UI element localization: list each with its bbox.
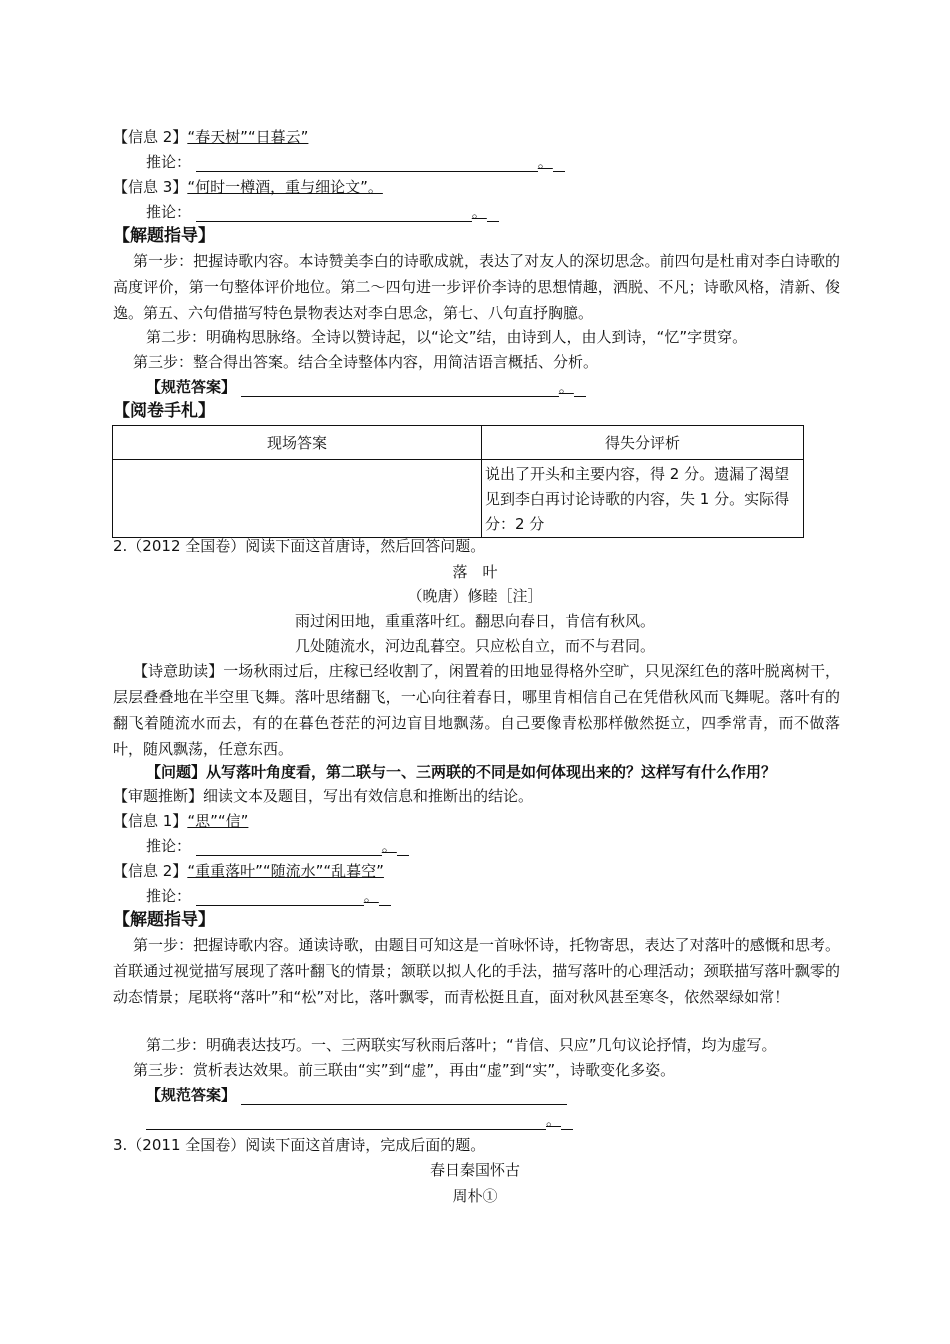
blank-tail <box>553 155 565 172</box>
poem-line: 几处随流水，河边乱暮空。只应松自立，而不与君同。 <box>294 637 655 655</box>
blank-tail <box>561 1113 573 1130</box>
question-intro: 3.（2011 全国卷）阅读下面这首唐诗，完成后面的题。 <box>113 1136 486 1154</box>
answer-label: 【规范答案】 <box>146 1086 237 1104</box>
info2-line <box>113 861 384 881</box>
period: 。 <box>363 887 379 905</box>
inference-label: 推论： <box>146 887 192 905</box>
standard-answer-line <box>146 377 586 397</box>
guide-step2: 第二步：明确构思脉络。全诗以赞诗起，以“论文”结，由诗到人，由人到诗，“忆”字贯穿。 <box>146 328 748 346</box>
inference-line <box>146 152 565 172</box>
aid-label: 【诗意助读】 <box>133 662 224 680</box>
info-label: 【信息 2】 <box>113 862 188 880</box>
answer-blank[interactable] <box>196 205 472 222</box>
table-header: 现场答案 <box>113 426 482 460</box>
table-cell <box>113 460 482 538</box>
answer-label: 【规范答案】 <box>146 378 237 396</box>
standard-answer-line <box>146 1085 567 1105</box>
answer-blank[interactable] <box>241 380 559 397</box>
info1-line <box>113 811 248 831</box>
info-label: 【信息 2】 <box>113 128 188 146</box>
blank-tail <box>487 205 499 222</box>
info-text: “重重落叶”“随流水”“乱暮空” <box>187 862 384 880</box>
inference-label: 推论： <box>146 837 192 855</box>
analysis-label: 【审题推断】 <box>113 787 204 805</box>
analysis-line <box>113 786 533 806</box>
period: 。 <box>471 203 487 221</box>
inference-line <box>146 886 391 906</box>
section-heading: 【解题指导】 <box>113 226 215 246</box>
info-label: 【信息 3】 <box>113 178 188 196</box>
answer-blank[interactable] <box>196 889 364 906</box>
question-text: 【问题】从写落叶角度看，第二联与一、三两联的不同是如何体现出来的？这样写有什么作用？ <box>146 763 777 781</box>
period: 。 <box>558 378 574 396</box>
blank-tail <box>397 839 409 856</box>
answer-continuation-line <box>146 1110 573 1130</box>
inference-label: 推论： <box>146 203 192 221</box>
inference-label: 推论： <box>146 153 192 171</box>
table-cell: 说出了开头和主要内容，得 2 分。遗漏了渴望见到李白再讨论诗歌的内容，失 1 分。实际得分：2 分 <box>482 460 804 538</box>
grading-table <box>112 425 804 538</box>
info-label: 【信息 1】 <box>113 812 188 830</box>
inference-line <box>146 836 409 856</box>
info-text: “何时一樽酒，重与细论文”。 <box>187 178 383 196</box>
guide-step3: 第三步：赏析表达效果。前三联由“实”到“虚”，再由“虚”到“实”，诗歌变化多姿。 <box>133 1061 676 1079</box>
poem-author: 周朴① <box>452 1187 498 1205</box>
poem-title: 落 叶 <box>452 563 498 581</box>
answer-blank[interactable] <box>196 155 538 172</box>
guide-step1: 第一步：把握诗歌内容。通读诗歌，由题目可知这是一首咏怀诗，托物寄思，表达了对落叶的感慨和思考。首联通过视觉描写展现了落叶翻飞的情景；颔联以拟人化的手法，描写落叶的心理活动；颈联描写落叶飘零的动态情景；尾联将“落叶”和“松”对比，落叶飘零，而青松挺且直，面对秋风甚至寒冬，依然翠绿如常！ <box>113 936 840 1006</box>
period: 。 <box>546 1111 562 1129</box>
info-text: “思”“信” <box>187 812 249 830</box>
section-heading: 【解题指导】 <box>113 910 215 930</box>
blank-tail <box>379 889 391 906</box>
period: 。 <box>537 153 553 171</box>
answer-blank[interactable] <box>196 839 382 856</box>
poem-title: 春日秦国怀古 <box>429 1161 520 1179</box>
info2-line <box>113 127 308 147</box>
blank-tail <box>574 380 586 397</box>
poem-line: 雨过闲田地，重重落叶红。翻思向春日，肯信有秋风。 <box>294 612 655 630</box>
guide-step3: 第三步：整合得出答案。结合全诗整体内容，用简洁语言概括、分析。 <box>133 353 599 371</box>
question-intro: 2.（2012 全国卷）阅读下面这首唐诗，然后回答问题。 <box>113 537 486 555</box>
poem-author: （晚唐）修睦［注］ <box>407 587 543 605</box>
poem-aid <box>113 658 840 762</box>
answer-blank[interactable] <box>146 1113 546 1130</box>
period: 。 <box>381 837 397 855</box>
info3-line <box>113 177 383 197</box>
table-header: 得失分评析 <box>482 426 804 460</box>
inference-line <box>146 202 499 222</box>
section-heading: 【阅卷手札】 <box>113 401 215 421</box>
analysis-text: 细读文本及题目，写出有效信息和推断出的结论。 <box>203 787 534 805</box>
guide-step1: 第一步：把握诗歌内容。本诗赞美李白的诗歌成就，表达了对友人的深切思念。前四句是杜甫对李白诗歌的高度评价，第一句整体评价地位。第二～四句进一步评价李诗的思想情趣，洒脱、不凡；诗歌风格，清新、俊逸。第五、六句借描写特色景物表达对李白思念，第七、八句直抒胸臆。 <box>113 252 840 322</box>
guide-step2: 第二步：明确表达技巧。一、三两联实写秋雨后落叶；“肯信、只应”几句议论抒情，均为虚写。 <box>146 1036 777 1054</box>
aid-text: 一场秋雨过后，庄稼已经收割了，闲置着的田地显得格外空旷，只见深红色的落叶脱离树干，层层叠叠地在半空里飞舞。落叶思绪翻飞，一心向往着春日，哪里肯相信自己在凭借秋风而飞舞呢。落叶有的翻飞着随流水而去，有的在暮色苍茫的河边盲目地飘荡。自己要像青松那样傲然挺立，四季常青，而不做落叶，随风飘荡，任意东西。 <box>113 662 840 758</box>
answer-blank[interactable] <box>241 1088 567 1105</box>
info-text: “春天树”“日暮云” <box>187 128 309 146</box>
